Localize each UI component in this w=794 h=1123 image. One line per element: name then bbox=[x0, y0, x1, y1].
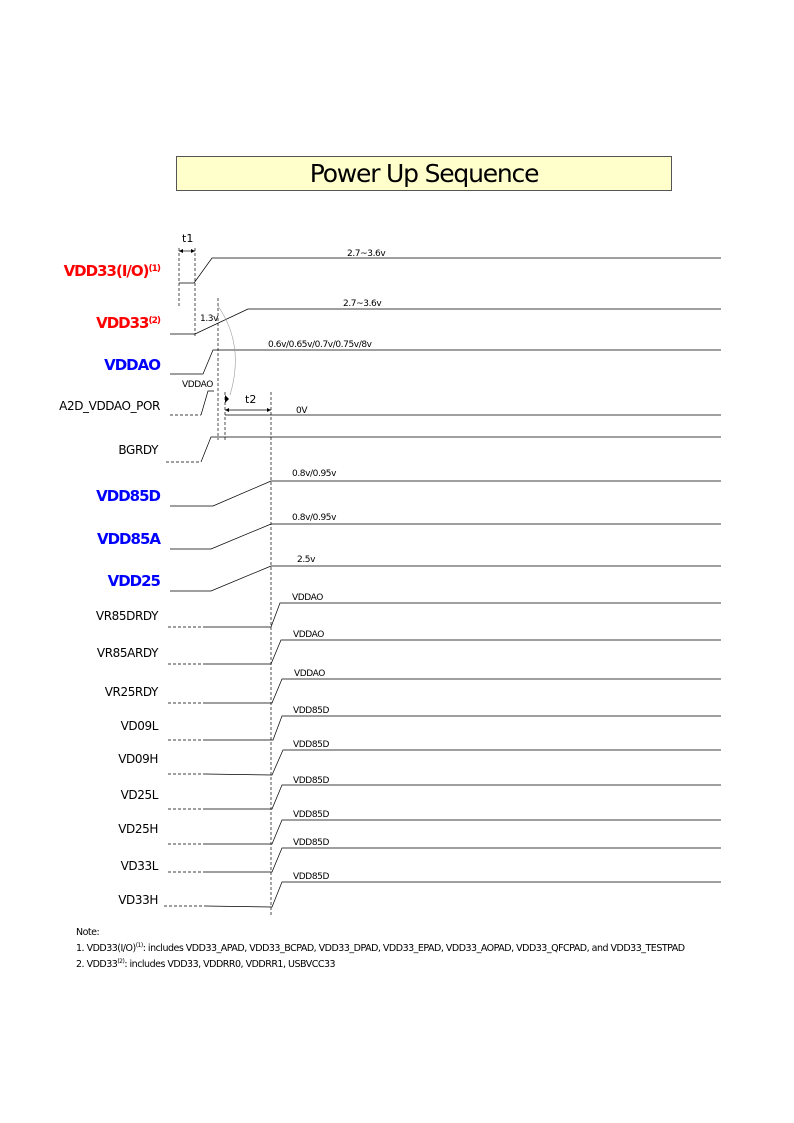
level-vd09l: VDD85D bbox=[293, 706, 329, 716]
waveform-vr85drdy bbox=[205, 603, 721, 627]
notes-heading: Note: bbox=[76, 927, 100, 938]
t2-arrow-left-head bbox=[225, 408, 229, 412]
waveform-vdd25 bbox=[170, 566, 721, 591]
waveform-vdd33io bbox=[179, 258, 721, 283]
note-1: 1. $VDD33(I/O)^{(1)}$: includes VDD33_APAD, VDD33_BCPAD, VDD33_DPAD, VDD33_EPAD, VDD33_AOPAD, VDD33_QFCPAD, and VDD33_TESTPAD bbox=[76, 942, 685, 955]
waveform-vr85ardy bbox=[205, 640, 721, 664]
signal-label-vdd25: VDD25 bbox=[107, 572, 160, 590]
notes bbox=[76, 926, 685, 971]
signal-label-vdd33io: $VDD33(I/O)^{(1)}$ bbox=[63, 262, 160, 280]
note-2: 2. VDD33$^{(2)}$: includes VDD33, VDDRR0, VDDRR1, USBVCC33 bbox=[76, 958, 336, 971]
marker-vddao: VDDAO bbox=[182, 380, 213, 390]
signal-label-vd33h: VD33H bbox=[118, 893, 158, 907]
t2-arrow-right-head bbox=[267, 408, 271, 412]
signal-label-vdd85d: VDD85D bbox=[96, 487, 160, 505]
waveform-vddao bbox=[170, 350, 721, 374]
level-vd25h: VDD85D bbox=[293, 810, 329, 820]
t2-label: t2 bbox=[245, 393, 257, 406]
por-arrow-head bbox=[225, 395, 229, 403]
level-vdd85a: 0.8v/0.95v bbox=[292, 513, 337, 523]
waveform-a2d-pulse bbox=[201, 391, 214, 415]
signal-label-vd25l: VD25L bbox=[120, 788, 158, 802]
waveform-vd33h bbox=[205, 882, 721, 907]
level-vr25rdy: VDDAO bbox=[294, 669, 325, 679]
waveform-vd09l bbox=[205, 716, 721, 740]
diagram-title: Power Up Sequence bbox=[176, 156, 672, 191]
t1-arrow-left-head bbox=[179, 249, 183, 253]
level-vd33h: VDD85D bbox=[293, 872, 329, 882]
signal-label-vdd85a: VDD85A bbox=[97, 530, 160, 548]
signal-label-vddao: VDDAO bbox=[104, 356, 160, 374]
level-vd25l: VDD85D bbox=[293, 776, 329, 786]
level-vd33l: VDD85D bbox=[293, 838, 329, 848]
level-vdd85d: 0.8v/0.95v bbox=[292, 469, 337, 479]
signal-label-vr25rdy: VR25RDY bbox=[104, 685, 158, 699]
signal-label-a2d: A2D_VDDAO_POR bbox=[59, 399, 160, 413]
signal-label-bgrdy: BGRDY bbox=[118, 443, 158, 457]
signal-label-vr85ardy: VR85ARDY bbox=[96, 646, 158, 660]
level-vr85drdy: VDDAO bbox=[292, 593, 323, 603]
waveform-vdd33 bbox=[170, 309, 721, 334]
t1-arrow-right-head bbox=[191, 249, 195, 253]
waveform-bgrdy bbox=[201, 437, 721, 462]
level-vr85ardy: VDDAO bbox=[293, 630, 324, 640]
waveform-vr25rdy bbox=[205, 679, 721, 703]
waveform-vd33l bbox=[205, 848, 721, 872]
waveform-vdd85a bbox=[170, 524, 721, 549]
signal-label-vd09h: VD09H bbox=[118, 752, 158, 766]
waveform-vd25h bbox=[205, 820, 721, 844]
t1-label: t1 bbox=[182, 232, 194, 245]
signal-label-vd25h: VD25H bbox=[118, 822, 158, 836]
level-vd09h: VDD85D bbox=[293, 740, 329, 750]
level-a2d: 0V bbox=[296, 406, 308, 416]
level-vdd33io: 2.7~3.6v bbox=[347, 249, 386, 259]
signal-label-vdd33: VDD33$^{(2)}$ bbox=[96, 314, 160, 332]
marker-1p3v: 1.3v bbox=[200, 314, 219, 324]
level-vdd33: 2.7~3.6v bbox=[343, 299, 382, 309]
waveform-vdd85d bbox=[170, 481, 721, 506]
waveform-vd25l bbox=[205, 785, 721, 809]
level-vdd25: 2.5v bbox=[297, 555, 316, 565]
signal-label-vr85drdy: VR85DRDY bbox=[95, 609, 158, 623]
waveform-vd09h bbox=[205, 750, 721, 775]
signal-label-vd09l: VD09L bbox=[120, 719, 158, 733]
signal-label-vd33l: VD33L bbox=[120, 859, 158, 873]
level-vddao: 0.6v/0.65v/0.7v/0.75v/8v bbox=[268, 340, 372, 350]
